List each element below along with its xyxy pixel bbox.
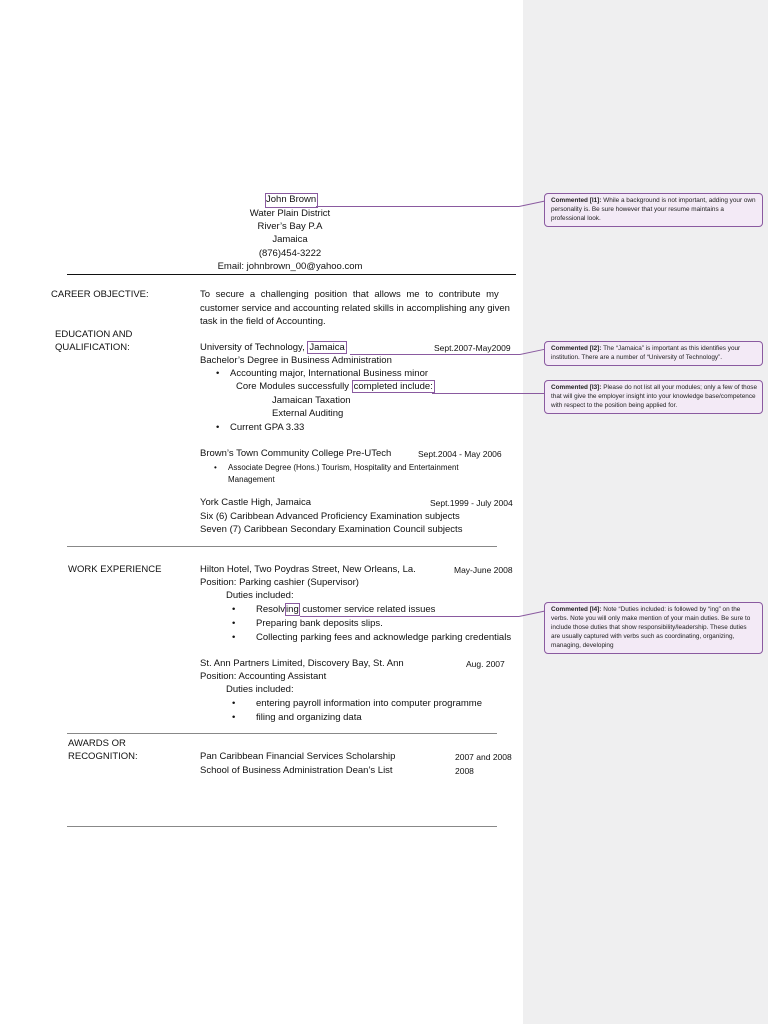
module-taxation: Jamaican Taxation <box>272 395 351 406</box>
comment-balloon-1[interactable]: Commented [I1]: While a background is not important, adding your own personality is. Be sure however that your resume maintains a professional look. <box>544 193 763 227</box>
york-castle-high: York Castle High, Jamaica <box>200 497 312 508</box>
work-experience-heading: WORK EXPERIENCE <box>68 564 162 575</box>
job1-title: Hilton Hotel, Two Poydras Street, New Orleans, La. <box>200 564 416 575</box>
award-deans-list: School of Business Administration Dean’s List <box>200 765 393 776</box>
utech-institution: University of Technology, Jamaica <box>200 342 345 353</box>
awards-divider <box>67 826 497 827</box>
browns-degree-line-1: • Associate Degree (Hons.) Tourism, Hospitality and Entertainment <box>214 463 459 472</box>
education-heading-line-1: EDUCATION AND <box>55 329 133 340</box>
career-objective-heading: CAREER OBJECTIVE: <box>51 289 149 300</box>
job1-duty-1: • Resolving customer service related issues <box>232 604 436 615</box>
education-heading-line-2: QUALIFICATION: <box>55 342 130 353</box>
core-modules-line: Core Modules successfully completed include: <box>236 381 433 392</box>
education-bullet-major: • Accounting major, International Business minor <box>216 368 429 379</box>
address-line-3: Jamaica <box>272 234 308 245</box>
header-divider <box>67 274 516 275</box>
address-line-1: Water Plain District <box>249 208 331 219</box>
email-address[interactable]: Email: johnbrown_00@yahoo.com <box>217 261 363 272</box>
award-scholarship: Pan Caribbean Financial Services Scholarship <box>200 751 396 762</box>
comment-3-leader <box>432 393 544 394</box>
york-castle-date: Sept.1999 - July 2004 <box>430 498 513 508</box>
browns-town-date: Sept.2004 - May 2006 <box>418 449 502 459</box>
career-objective-line-3: task in the field of Accounting. <box>200 316 326 327</box>
degree-title: Bachelor’s Degree in Business Administration <box>200 355 392 366</box>
comment-balloon-3[interactable]: Commented [I3]: Please do not list all your modules; only a few of those that will give the employer insight into your knowledge base/competence with respect to the position being applied for. <box>544 380 763 414</box>
comment-balloon-4[interactable]: Commented [I4]: Note “Duties included: is followed by “ing” on the verbs. Note you will only make mention of your main duties. Be sure to include those duties that show responsibility/leadership. These duties are usually captured with verbs such as coordinating, organizing, managing, developing <box>544 602 763 654</box>
modules-highlight: completed include: <box>353 381 433 392</box>
phone-number: (876)454-3222 <box>258 248 322 259</box>
comment-anchor-1 <box>265 193 318 208</box>
comment-1-leader <box>316 206 519 207</box>
job1-position: Position: Parking cashier (Supervisor) <box>200 577 359 588</box>
browns-town-college: Brown’s Town Community College Pre-UTech <box>200 448 392 459</box>
job1-duty-3: • Collecting parking fees and acknowledge parking credentials <box>232 632 512 643</box>
utech-country: Jamaica <box>309 342 345 353</box>
resume-name: John Brown <box>266 194 317 205</box>
awards-heading-line-2: RECOGNITION: <box>68 751 138 762</box>
job2-position: Position: Accounting Assistant <box>200 671 327 682</box>
awards-heading-line-1: AWARDS OR <box>68 738 126 749</box>
comment-2-leader <box>350 354 520 355</box>
address-line-2: River’s Bay P.A <box>257 221 323 232</box>
comment-4-leader <box>300 616 519 617</box>
work-divider <box>67 733 497 734</box>
job1-date: May-June 2008 <box>454 565 513 575</box>
utech-date: Sept.2007-May2009 <box>434 343 511 353</box>
award-deans-list-date: 2008 <box>455 766 474 776</box>
york-cape-subjects: Six (6) Caribbean Advanced Proficiency Examination subjects <box>200 511 460 522</box>
education-divider <box>67 546 497 547</box>
york-csec-subjects: Seven (7) Caribbean Secondary Examination Council subjects <box>200 524 463 535</box>
comment-balloon-2[interactable]: Commented [I2]: The “Jamaica” is important as this identifies your institution. There are a number of “University of Technology”. <box>544 341 763 366</box>
career-objective-line-1: To secure a challenging position that allows me to contribute my <box>200 289 499 300</box>
job2-title: St. Ann Partners Limited, Discovery Bay, St. Ann <box>200 658 404 669</box>
job1-duty-2: • Preparing bank deposits slips. <box>232 618 383 629</box>
ing-highlight: ing <box>286 604 299 615</box>
career-objective-line-2: customer service and accounting related skills in accomplishing any given <box>200 303 510 314</box>
award-scholarship-date: 2007 and 2008 <box>455 752 512 762</box>
job2-duties-label: Duties included: <box>226 684 294 695</box>
job2-date: Aug. 2007 <box>466 659 505 669</box>
browns-degree-line-2: Management <box>228 475 275 484</box>
education-bullet-gpa: • Current GPA 3.33 <box>216 422 305 433</box>
job2-duty-1: • entering payroll information into computer programme <box>232 698 482 709</box>
job2-duty-2: • filing and organizing data <box>232 712 362 723</box>
comments-margin-pane <box>523 0 768 1024</box>
module-auditing: External Auditing <box>272 408 344 419</box>
job1-duties-label: Duties included: <box>226 590 294 601</box>
